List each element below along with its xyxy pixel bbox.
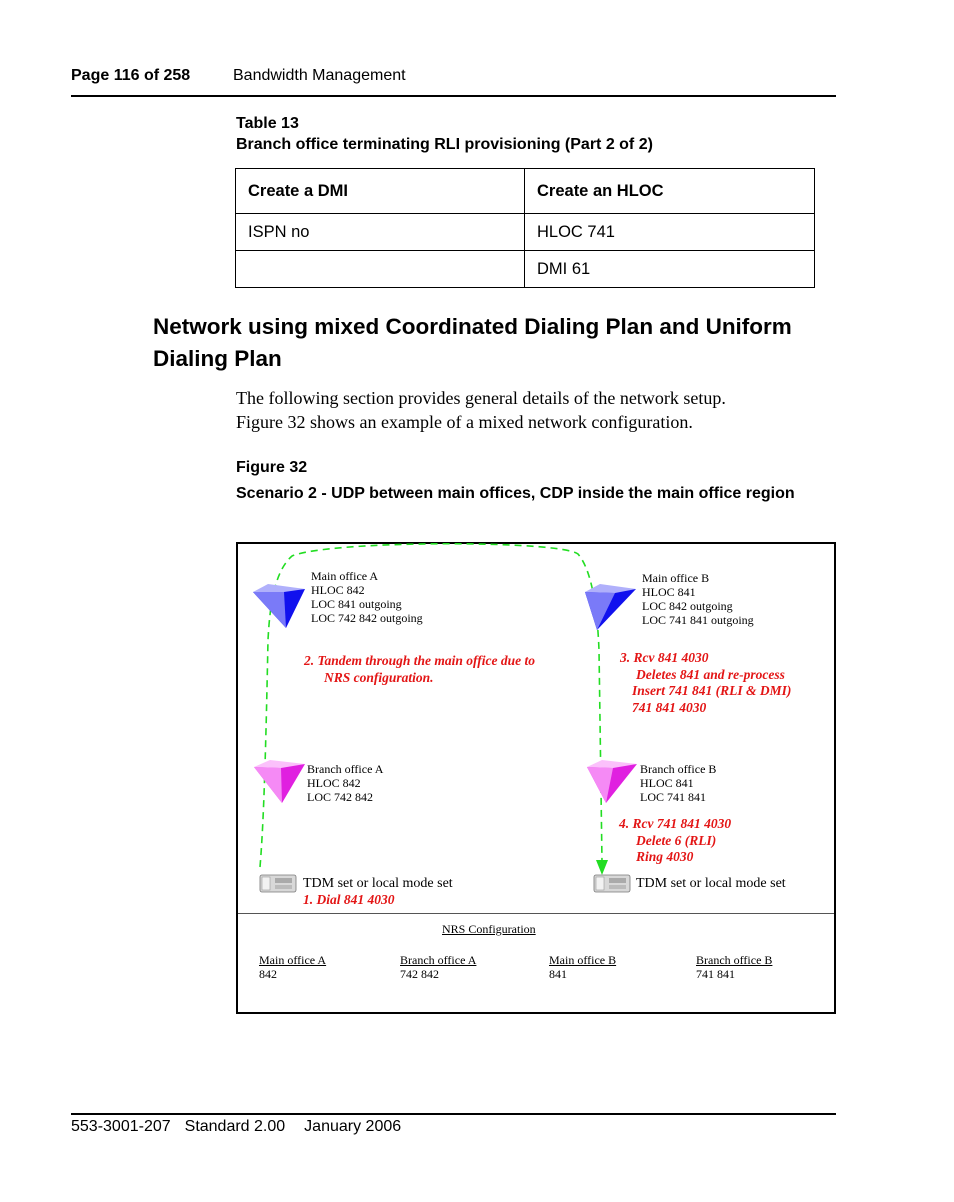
footer-rule — [71, 1113, 836, 1115]
nrs-entry-name: Main office B — [549, 953, 617, 967]
annotation-line: NRS configuration. — [324, 669, 434, 685]
nrs-entry-value: 841 — [549, 967, 567, 981]
phone-icon — [594, 875, 630, 892]
table-header-cell: Create a DMI — [236, 169, 525, 214]
annotation-line: 741 841 4030 — [632, 699, 707, 715]
nrs-entry — [549, 953, 616, 981]
nrs-entry-value: 742 842 — [400, 967, 439, 981]
label-line: HLOC 841 — [640, 776, 694, 790]
nrs-configuration-title: NRS Configuration — [442, 922, 536, 936]
step3-annotation — [620, 650, 791, 716]
label-line: Branch office A — [307, 762, 384, 776]
label-line: LOC 841 outgoing — [311, 597, 402, 611]
label-line: Branch office B — [640, 762, 717, 776]
nrs-entry — [259, 953, 326, 981]
page-footer — [71, 1118, 401, 1136]
nrs-entry-name: Branch office A — [400, 953, 477, 967]
branch-office-a-icon — [254, 760, 305, 803]
label-line: LOC 842 outgoing — [642, 599, 733, 613]
step2-annotation — [304, 653, 535, 686]
nrs-entry-value: 741 841 — [696, 967, 735, 981]
table-header-cell: Create an HLOC — [525, 169, 815, 214]
figure-label: Figure 32 — [236, 459, 308, 476]
branch-office-a-label — [307, 762, 383, 804]
label-line: LOC 742 842 outgoing — [311, 611, 423, 625]
nrs-entry-name: Main office A — [259, 953, 327, 967]
doc-standard: Standard 2.00 — [184, 1118, 286, 1135]
main-office-b-icon — [585, 584, 636, 630]
tdm-set-label-b: TDM set or local mode set — [636, 876, 786, 891]
main-office-b-label — [642, 571, 754, 627]
main-office-a-icon — [253, 584, 305, 628]
table-caption: Branch office terminating RLI provisioning (Part 2 of 2) — [236, 136, 653, 153]
table-label: Table 13 — [236, 115, 299, 132]
annotation-line: 2. Tandem through the main office due to — [304, 653, 536, 668]
doc-date: January 2006 — [304, 1118, 402, 1135]
nrs-entry-name: Branch office B — [696, 953, 773, 967]
branch-office-b-label — [640, 762, 716, 804]
branch-office-b-icon — [587, 760, 637, 803]
paragraph-line: Figure 32 shows an example of a mixed network configuration. — [236, 412, 693, 432]
label-line: Main office A — [311, 569, 379, 583]
paragraph-line: The following section provides general details of the network setup. — [236, 388, 726, 408]
table-cell: DMI 61 — [525, 251, 815, 288]
running-header-title: Bandwidth Management — [233, 67, 406, 84]
step1-annotation: 1. Dial 841 4030 — [303, 892, 395, 907]
arrow-head-icon — [596, 860, 608, 875]
label-line: LOC 741 841 outgoing — [642, 613, 754, 627]
annotation-line: Insert 741 841 (RLI & DMI) — [632, 683, 792, 698]
label-line: HLOC 842 — [307, 776, 361, 790]
table-cell: HLOC 741 — [525, 214, 815, 251]
section-heading: Network using mixed Coordinated Dialing Plan and Uniform Dialing Plan — [153, 314, 792, 371]
label-line: HLOC 842 — [311, 583, 365, 597]
figure-caption: Scenario 2 - UDP between main offices, CDP inside the main office region — [236, 485, 795, 502]
nrs-entry — [696, 953, 772, 981]
annotation-line: 3. Rcv 841 4030 — [620, 650, 709, 665]
label-line: Main office B — [642, 571, 710, 585]
step4-annotation — [619, 816, 731, 866]
label-line: LOC 741 841 — [640, 790, 706, 804]
annotation-line: 4. Rcv 741 841 4030 — [619, 816, 732, 831]
tdm-set-label-a: TDM set or local mode set — [303, 876, 453, 891]
label-line: HLOC 841 — [642, 585, 696, 599]
label-line: LOC 742 842 — [307, 790, 373, 804]
nrs-entry-value: 842 — [259, 967, 277, 981]
annotation-line: Delete 6 (RLI) — [636, 832, 717, 848]
nrs-entry — [400, 953, 476, 981]
page-number: Page 116 of 258 — [71, 67, 191, 84]
annotation-line: Ring 4030 — [636, 849, 694, 864]
table-cell: ISPN no — [236, 214, 525, 251]
annotation-line: Deletes 841 and re-process — [636, 666, 785, 682]
doc-number: 553-3001-207 — [71, 1118, 171, 1135]
phone-icon — [260, 875, 296, 892]
main-office-a-label — [311, 569, 423, 625]
